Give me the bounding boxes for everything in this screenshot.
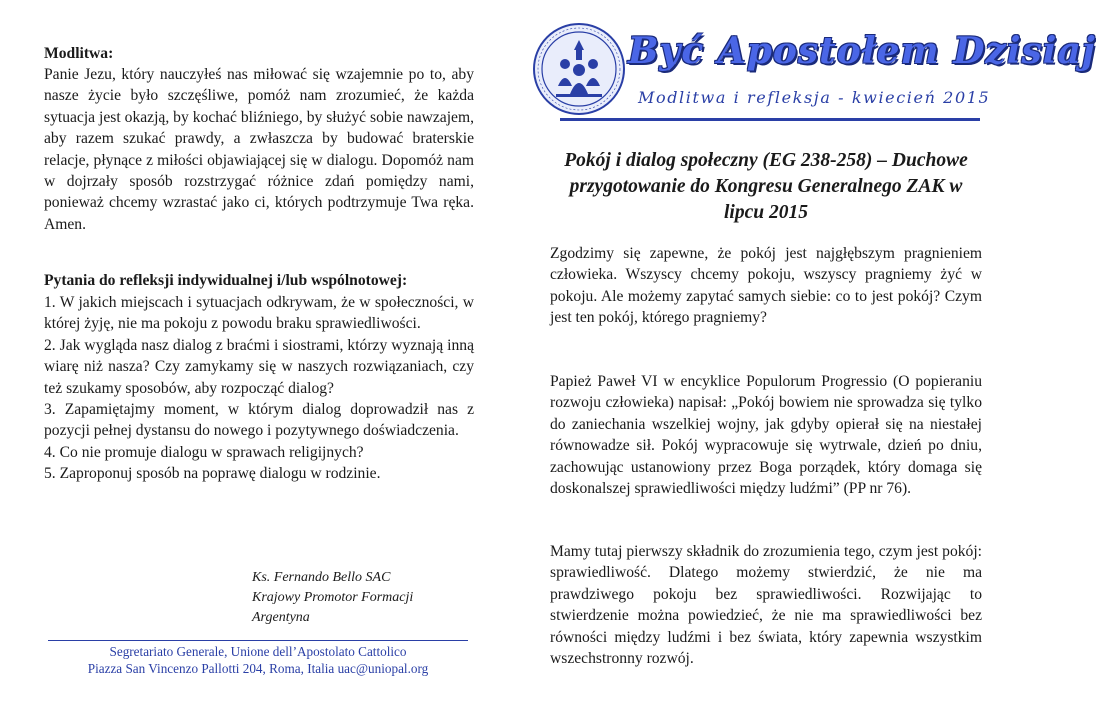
prayer-title: Modlitwa: [44,45,114,62]
question-item: 4. Co nie promuje dialogu w sprawach religijnych? [44,443,364,461]
questions-title: Pytania do refleksji indywidualnej i/lub wspólnotowej: [44,272,408,289]
footer-line-1: Segretariato Generale, Unione dell’Apostolato Cattolico [109,644,407,659]
article-paragraph: Mamy tutaj pierwszy składnik do zrozumienia tego, czym jest pokój: sprawiedliwość. Dlatego możemy stwierdzić, że nie ma prawdziwego pokoju bez sprawiedliwości. Rozwijając to stwierdzenie można powiedzieć, że nie ma sprawiedliwości bez równości między ludźmi i bez świata, który zapewnia wszystkim wszechstronny rozwój. [550,543,982,668]
footer-divider [48,640,468,641]
seal-emblem-icon [532,22,626,116]
footer [48,643,468,677]
article-paragraph: Papież Paweł VI w encyklice Populorum Progressio (O popieraniu rozwoju człowieka) napisał: „Pokój bowiem nie sprowadza się tylko do zaniechania wszelkiej wojny, jak gdyby opierał się na niestałej równowadze sił. Pokój wypracowuje się wytrwale, dzień po dniu, zachowując ustanowiony przez Boga porządek, który domaga się doskonalszej sprawiedliwości między ludźmi” (PP nr 76). [550,373,982,498]
masthead-subtitle: Modlitwa i refleksja - kwiecień 2015 [638,88,991,107]
signature-role: Krajowy Promotor Formacji [252,590,414,605]
footer-line-2: Piazza San Vincenzo Pallotti 204, Roma, Italia uac@uniopal.org [87,661,429,676]
question-item: 3. Zapamiętajmy moment, w którym dialog doprowadził nas z pozycji pełnej dystansu do nowego i pozytywnego doświadczenia. [44,401,474,440]
masthead-divider [560,118,980,121]
signature-country: Argentyna [252,610,310,625]
signature-name: Ks. Fernando Bello SAC [252,570,391,585]
article-paragraph: Zgodzimy się zapewne, że pokój jest najgłębszym pragnieniem człowieka. Wszyscy chcemy pokoju, wszyscy pragniemy żyć w pokoju. Ale możemy zapytać samych siebie: co to jest pokój? Czym jest ten pokój, którego pragniemy? [550,245,982,327]
masthead-title: Być Apostołem Dzisiaj [628,30,1096,72]
prayer-text: Panie Jezu, który nauczyłeś nas miłować się wzajemnie po to, aby nasze życie było szczęśliwe, pomóż nam zrozumieć, że każda sytuacja jest okazją, by kochać bliźniego, by służyć sobie nawzajem, aby razem szukać prawdy, a zwłaszcza by budować braterskie relacje, płynące z miłości objawiającej się w dialogu. Dopomóż nam w dojrzały sposób rozstrzygać różnice zdań pomiędzy nami, ponieważ chcemy wzrastać jako ci, których podtrzymuje Twa ręka. Amen. [44,66,474,233]
question-item: 5. Zaproponuj sposób na poprawę dialogu w rodzinie. [44,465,381,483]
questions-list [44,292,474,485]
signature [252,568,413,628]
question-item: 1. W jakich miejscach i sytuacjach odkrywam, że w społeczności, w której żyję, nie ma pokoju z powodu braku sprawiedliwości. [44,294,474,333]
question-item: 2. Jak wygląda nasz dialog z braćmi i siostrami, którzy wyznają inną wiarę niż nasza? Czy zamykamy się w naszych rozwiązaniach, czy też szukamy sposobów, aby rozpocząć dialog? [44,336,474,397]
article-title: Pokój i dialog społeczny (EG 238-258) – Duchowe przygotowanie do Kongresu Generalnego ZAK w lipcu 2015 [564,150,968,223]
